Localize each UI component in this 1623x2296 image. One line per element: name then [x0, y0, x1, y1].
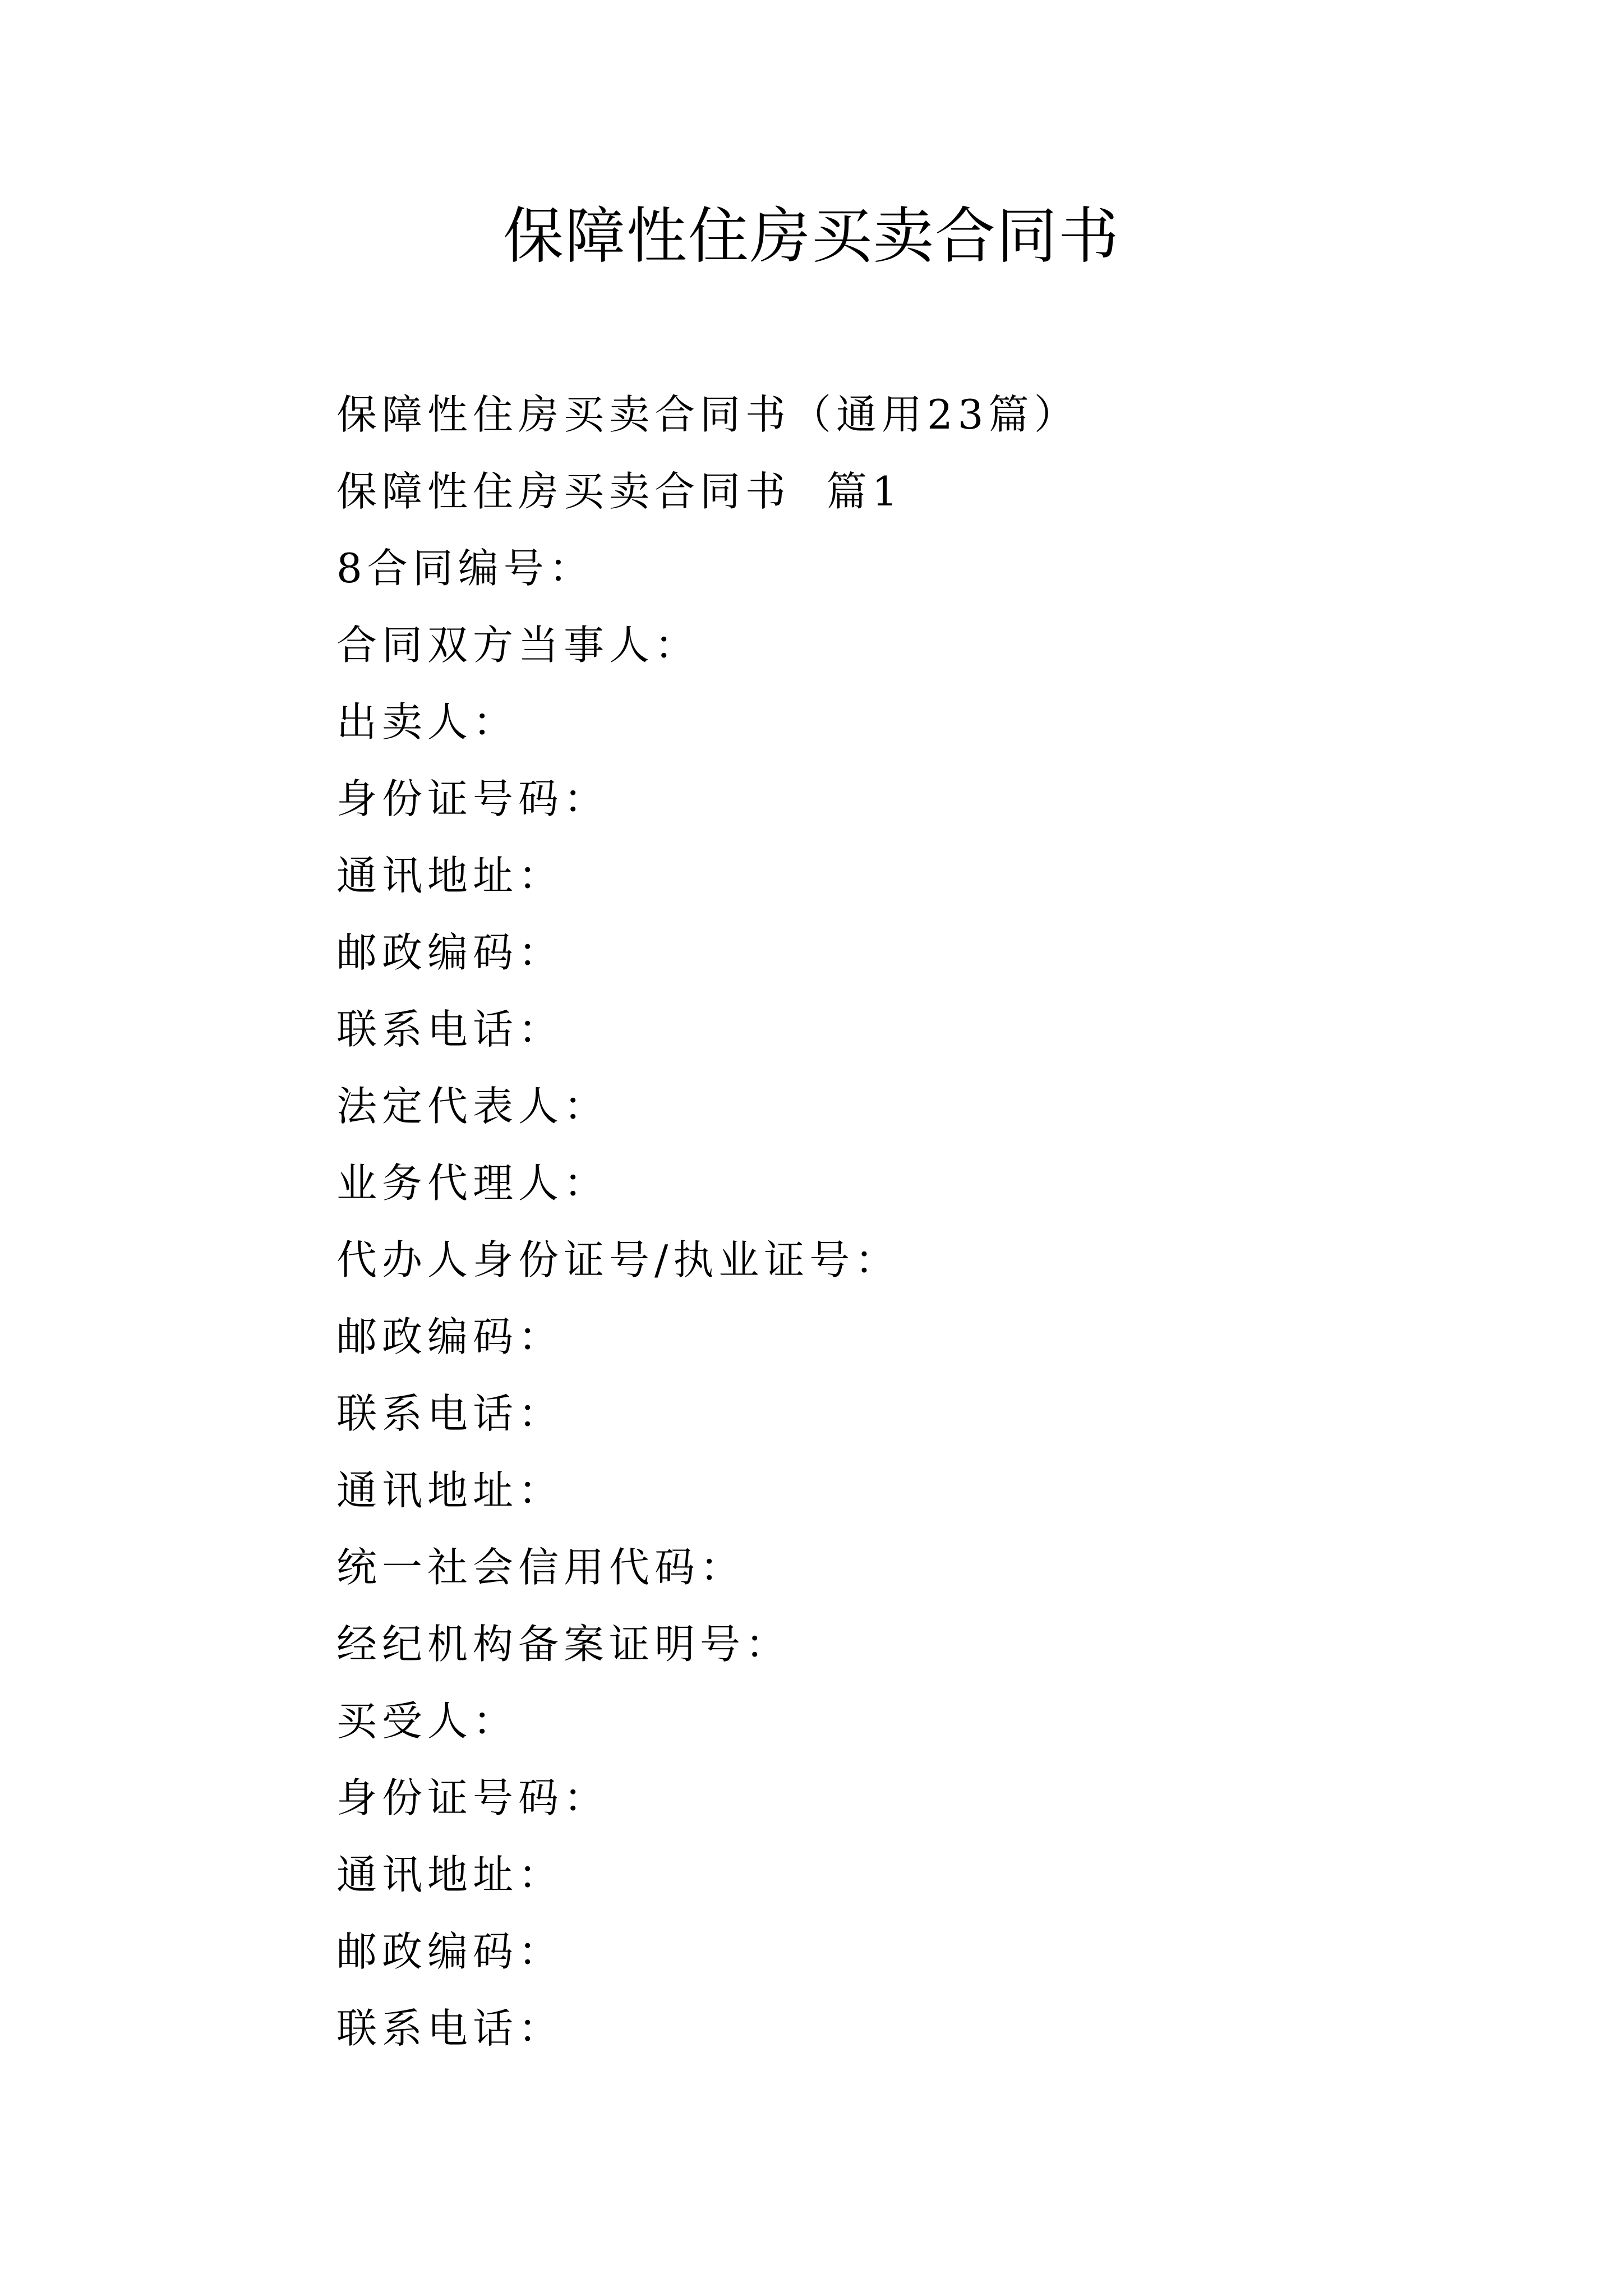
buyer-id-number-field: 身份证号码： [336, 1774, 610, 1821]
seller-address-field: 通讯地址： [336, 852, 564, 899]
seller-label: 出卖人： [336, 698, 519, 746]
agent-id-license-field: 代办人身份证号/执业证号： [336, 1236, 901, 1283]
agent-postal-code-field: 邮政编码： [336, 1313, 564, 1360]
buyer-address-field: 通讯地址： [336, 1851, 564, 1898]
agent-address-field: 通讯地址： [336, 1467, 564, 1514]
buyer-label: 买受人： [336, 1697, 519, 1745]
buyer-postal-code-field: 邮政编码： [336, 1928, 564, 1975]
seller-postal-code-field: 邮政编码： [336, 929, 564, 976]
buyer-phone-field: 联系电话： [336, 2005, 564, 2052]
contract-number-field: 8合同编号： [336, 545, 594, 592]
agency-filing-number-field: 经纪机构备案证明号： [336, 1621, 791, 1668]
business-agent-field: 业务代理人： [336, 1159, 610, 1207]
seller-phone-field: 联系电话： [336, 1006, 564, 1053]
document-title: 保障性住房买卖合同书 [502, 201, 1120, 272]
seller-id-number-field: 身份证号码： [336, 775, 610, 822]
agent-phone-field: 联系电话： [336, 1390, 564, 1437]
parties-heading: 合同双方当事人： [336, 622, 700, 669]
subtitle-line: 保障性住房买卖合同书（通用23篇） [336, 391, 1080, 438]
legal-representative-field: 法定代表人： [336, 1083, 610, 1130]
credit-code-field: 统一社会信用代码： [336, 1544, 746, 1591]
section-heading: 保障性住房买卖合同书 篇1 [336, 468, 903, 515]
document-body [336, 376, 1514, 2067]
